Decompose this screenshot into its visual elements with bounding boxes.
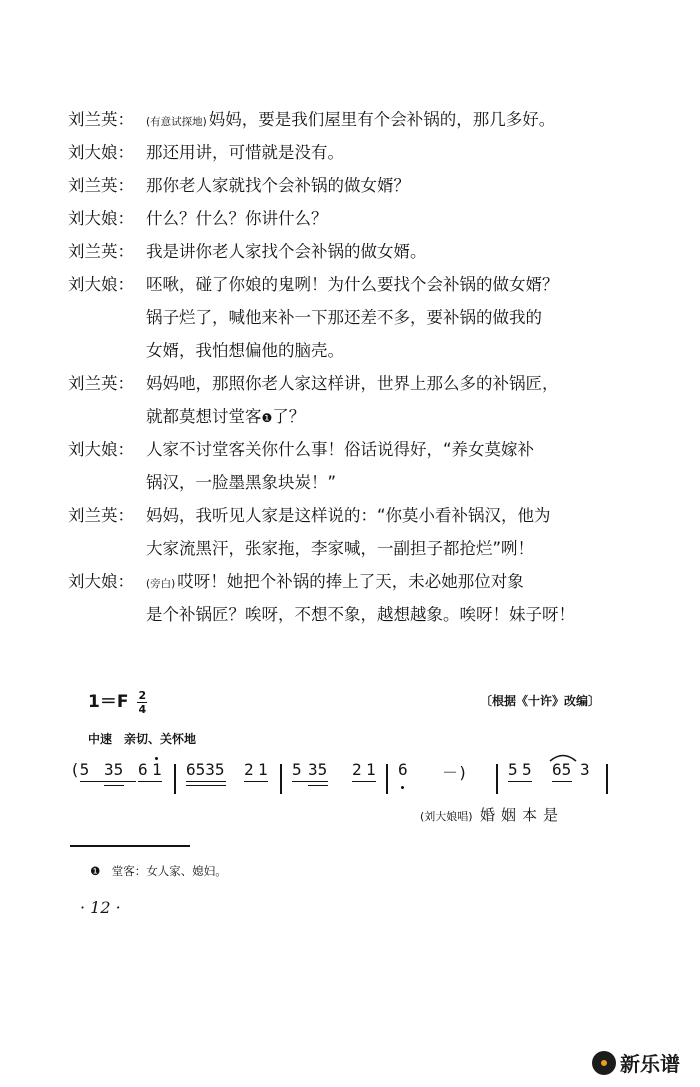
- bar-line: [174, 764, 176, 794]
- note-underline: [186, 781, 226, 782]
- numbered-score: [70, 760, 630, 810]
- dialogue-line: [68, 433, 628, 466]
- speech: [146, 400, 305, 435]
- time-signature: [137, 690, 147, 715]
- dialogue-line: [68, 103, 628, 136]
- note-underline: [186, 785, 226, 786]
- speech-text: 哎呀！她把个补锅的捧上了天，未必她那位对象: [177, 572, 524, 591]
- speech-text: 锅子烂了，喊他来补一下那还差不多，要补锅的做我的: [146, 308, 542, 327]
- note-underline: [292, 781, 328, 782]
- speaker-name: 刘大娘：: [68, 572, 134, 591]
- note: 2: [352, 760, 362, 779]
- note: 1: [152, 760, 162, 779]
- speech-text: 那还用讲，可惜就是没有。: [146, 143, 344, 162]
- dialogue-continuation: [68, 466, 628, 499]
- dialogue-line: [68, 136, 628, 169]
- note-underline: [508, 781, 532, 782]
- note: 6: [138, 760, 148, 779]
- note: 5: [292, 760, 302, 779]
- speaker-name: 刘兰英：: [68, 176, 134, 195]
- speech-text: 妈妈吔，那照你老人家这样讲，世界上那么多的补锅匠，: [146, 374, 559, 393]
- dialogue-line: [68, 499, 628, 532]
- dialogue-continuation: [68, 598, 628, 631]
- note: －): [442, 763, 468, 782]
- bar-line: [606, 764, 608, 794]
- note-underline: [80, 781, 136, 782]
- speaker-name: 刘大娘：: [68, 209, 134, 228]
- stage-direction: (有意试探地): [146, 116, 207, 128]
- note-underline: [352, 781, 376, 782]
- note: 35: [104, 760, 124, 779]
- bar-line: [496, 764, 498, 794]
- key-signature: [88, 687, 147, 715]
- bar-line: [280, 764, 282, 794]
- speech-text: 呸啾，碰了你娘的鬼咧！为什么要找个会补锅的做女婿？: [146, 275, 559, 294]
- time-top: 2: [138, 688, 147, 702]
- note-underline: [308, 785, 328, 786]
- dialogue-continuation: [68, 532, 628, 565]
- tempo-marking: 中速 亲切、关怀地: [88, 732, 197, 746]
- note: 2: [244, 760, 254, 779]
- speech-text: 了？: [272, 407, 306, 426]
- dialogue-continuation: [68, 400, 628, 433]
- page-number: · 12 ·: [80, 898, 121, 917]
- dialogue-line: [68, 268, 628, 301]
- speech-text: 什么？什么？你讲什么？: [146, 209, 328, 228]
- high-octave-dot: [155, 757, 158, 760]
- time-bottom: 4: [138, 702, 147, 716]
- note: 5: [522, 760, 532, 779]
- note-underline: [104, 785, 124, 786]
- site-logo: [592, 1048, 680, 1077]
- speech-text: 人家不讨堂客关你什么事！俗话说得好，“养女莫嫁补: [146, 440, 535, 459]
- note: 1: [258, 760, 268, 779]
- speech-text: 是个补锅匠？唉呀，不想不象，越想越象。唉呀！妹子呀！: [146, 605, 575, 624]
- low-octave-dot: [401, 786, 404, 789]
- speech-text: 大家流黑汗，张家拖，李家喊，一副担子都抢烂”咧！: [146, 539, 535, 558]
- note-underline: [138, 781, 162, 782]
- speech-text: 那你老人家就找个会补锅的做女婿？: [146, 176, 410, 195]
- note-underline: [244, 781, 268, 782]
- tie-arc: [548, 752, 578, 762]
- note: 35: [308, 760, 328, 779]
- lyric-text: 婚姻本是: [480, 806, 565, 824]
- speech-text: 我是讲你老人家找个会补锅的做女婿。: [146, 242, 427, 261]
- score-source: 〔根据《十许》改编〕: [479, 694, 600, 708]
- note-underline: [552, 781, 572, 782]
- dialogue-line: [68, 202, 628, 235]
- speech-text: 妈妈，要是我们屋里有个会补锅的，那几多好。: [208, 110, 556, 129]
- footnote-marker: ❶: [261, 411, 273, 425]
- note: 6535: [186, 760, 225, 779]
- note: 5: [508, 760, 518, 779]
- speaker-name: 刘兰英：: [68, 374, 134, 393]
- speech-text: 锅汉，一脸墨黑象块炭！”: [146, 473, 337, 492]
- note: 1: [366, 760, 376, 779]
- singer-label: (刘大娘唱): [420, 810, 473, 823]
- speaker-name: 刘大娘：: [68, 275, 134, 294]
- footnote: ❶ 堂客：女人家、媳妇。: [90, 864, 227, 878]
- speaker-name: 刘兰英：: [68, 506, 134, 525]
- note: (5: [70, 760, 90, 779]
- speaker-name: 刘大娘：: [68, 143, 134, 162]
- logo-text: 新乐谱: [620, 1052, 680, 1076]
- note: 3: [580, 760, 590, 779]
- record-disc-icon: [592, 1051, 616, 1075]
- speaker-name: 刘大娘：: [68, 440, 134, 459]
- note: 65: [552, 760, 572, 779]
- dialogue-block: [68, 103, 628, 631]
- speech-text: 就都莫想讨堂客: [146, 407, 262, 426]
- dialogue-continuation: [68, 301, 628, 334]
- dialogue-line: [68, 565, 628, 598]
- dialogue-continuation: [68, 334, 628, 367]
- speech-text: 妈妈，我听见人家是这样说的：“你莫小看补锅汉，他为: [146, 506, 551, 525]
- speech-text: 女婿，我怕想偏他的脑壳。: [146, 341, 344, 360]
- stage-direction: (旁白): [146, 578, 176, 590]
- footnote-divider: [70, 845, 190, 847]
- dialogue-line: [68, 367, 628, 400]
- speaker-name: 刘兰英：: [68, 110, 134, 129]
- dialogue-line: [68, 169, 628, 202]
- note: 6: [398, 760, 408, 779]
- bar-line: [386, 764, 388, 794]
- speech: [146, 565, 524, 601]
- dialogue-line: [68, 235, 628, 268]
- speech: [146, 103, 555, 139]
- speaker-name: 刘兰英：: [68, 242, 134, 261]
- key-label: 1＝F: [88, 692, 129, 712]
